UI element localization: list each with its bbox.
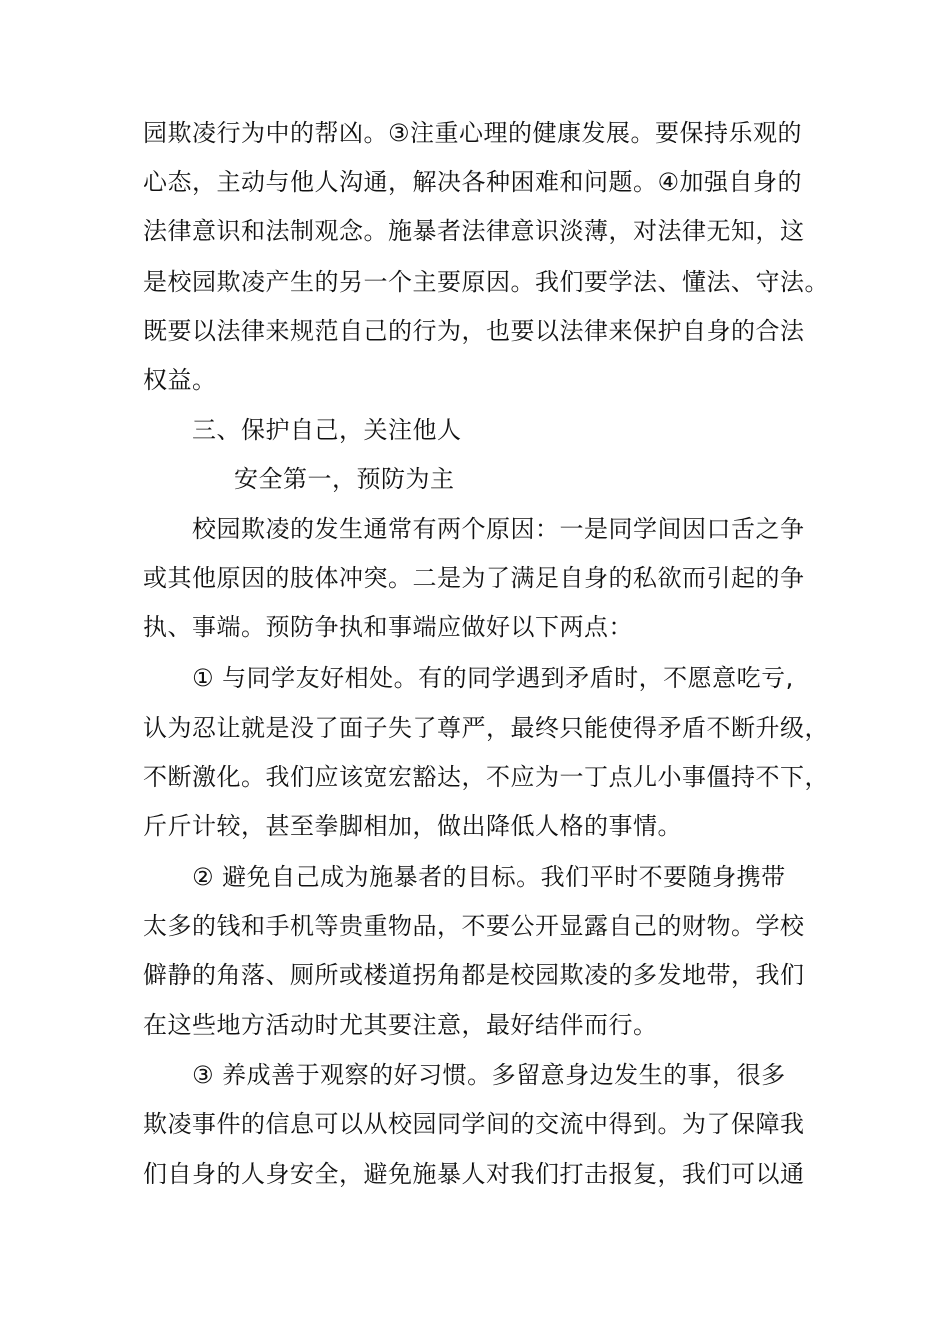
list-item-3: ③ 养成善于观察的好习惯。多留意身边发生的事，很多 [192, 1061, 786, 1089]
paragraph-line: 们自身的人身安全，避免施暴人对我们打击报复，我们可以通 [143, 1160, 805, 1188]
paragraph-line: 僻静的角落、厕所或楼道拐角都是校园欺凌的多发地带，我们 [143, 961, 805, 989]
paragraph-line: 校园欺凌的发生通常有两个原因：一是同学间因口舌之争 [192, 515, 805, 543]
paragraph-line: 或其他原因的肢体冲突。二是为了满足自身的私欲而引起的争 [143, 564, 805, 592]
paragraph-line: 既要以法律来规范自己的行为，也要以法律来保护自身的合法 [143, 317, 805, 345]
paragraph-line: 斤斤计较，甚至拳脚相加，做出降低人格的事情。 [143, 812, 682, 840]
paragraph-line: 执、事端。预防争执和事端应做好以下两点： [143, 613, 633, 641]
list-item-2: ② 避免自己成为施暴者的目标。我们平时不要随身携带 [192, 863, 786, 891]
list-item-1: ① 与同学友好相处。有的同学遇到矛盾时，不愿意吃亏, [192, 664, 794, 692]
paragraph-line: 欺凌事件的信息可以从校园同学间的交流中得到。为了保障我 [143, 1110, 805, 1138]
paragraph-line: 是校园欺凌产生的另一个主要原因。我们要学法、懂法、守法。 [143, 268, 829, 296]
paragraph-line: 不断激化。我们应该宽宏豁达，不应为一丁点儿小事僵持不下， [143, 763, 829, 791]
paragraph-line: 权益。 [143, 366, 217, 394]
subsection-heading: 安全第一，预防为主 [234, 465, 455, 493]
paragraph-line: 园欺凌行为中的帮凶。③注重心理的健康发展。要保持乐观的 [143, 119, 803, 147]
paragraph-line: 认为忍让就是没了面子失了尊严，最终只能使得矛盾不断升级， [143, 714, 829, 742]
paragraph-line: 太多的钱和手机等贵重物品，不要公开显露自己的财物。学校 [143, 912, 805, 940]
section-heading: 三、保护自己，关注他人 [192, 416, 462, 444]
paragraph-line: 在这些地方活动时尤其要注意，最好结伴而行。 [143, 1011, 658, 1039]
paragraph-line: 心态，主动与他人沟通，解决各种困难和问题。④加强自身的 [143, 168, 803, 196]
paragraph-line: 法律意识和法制观念。施暴者法律意识淡薄，对法律无知，这 [143, 217, 805, 245]
